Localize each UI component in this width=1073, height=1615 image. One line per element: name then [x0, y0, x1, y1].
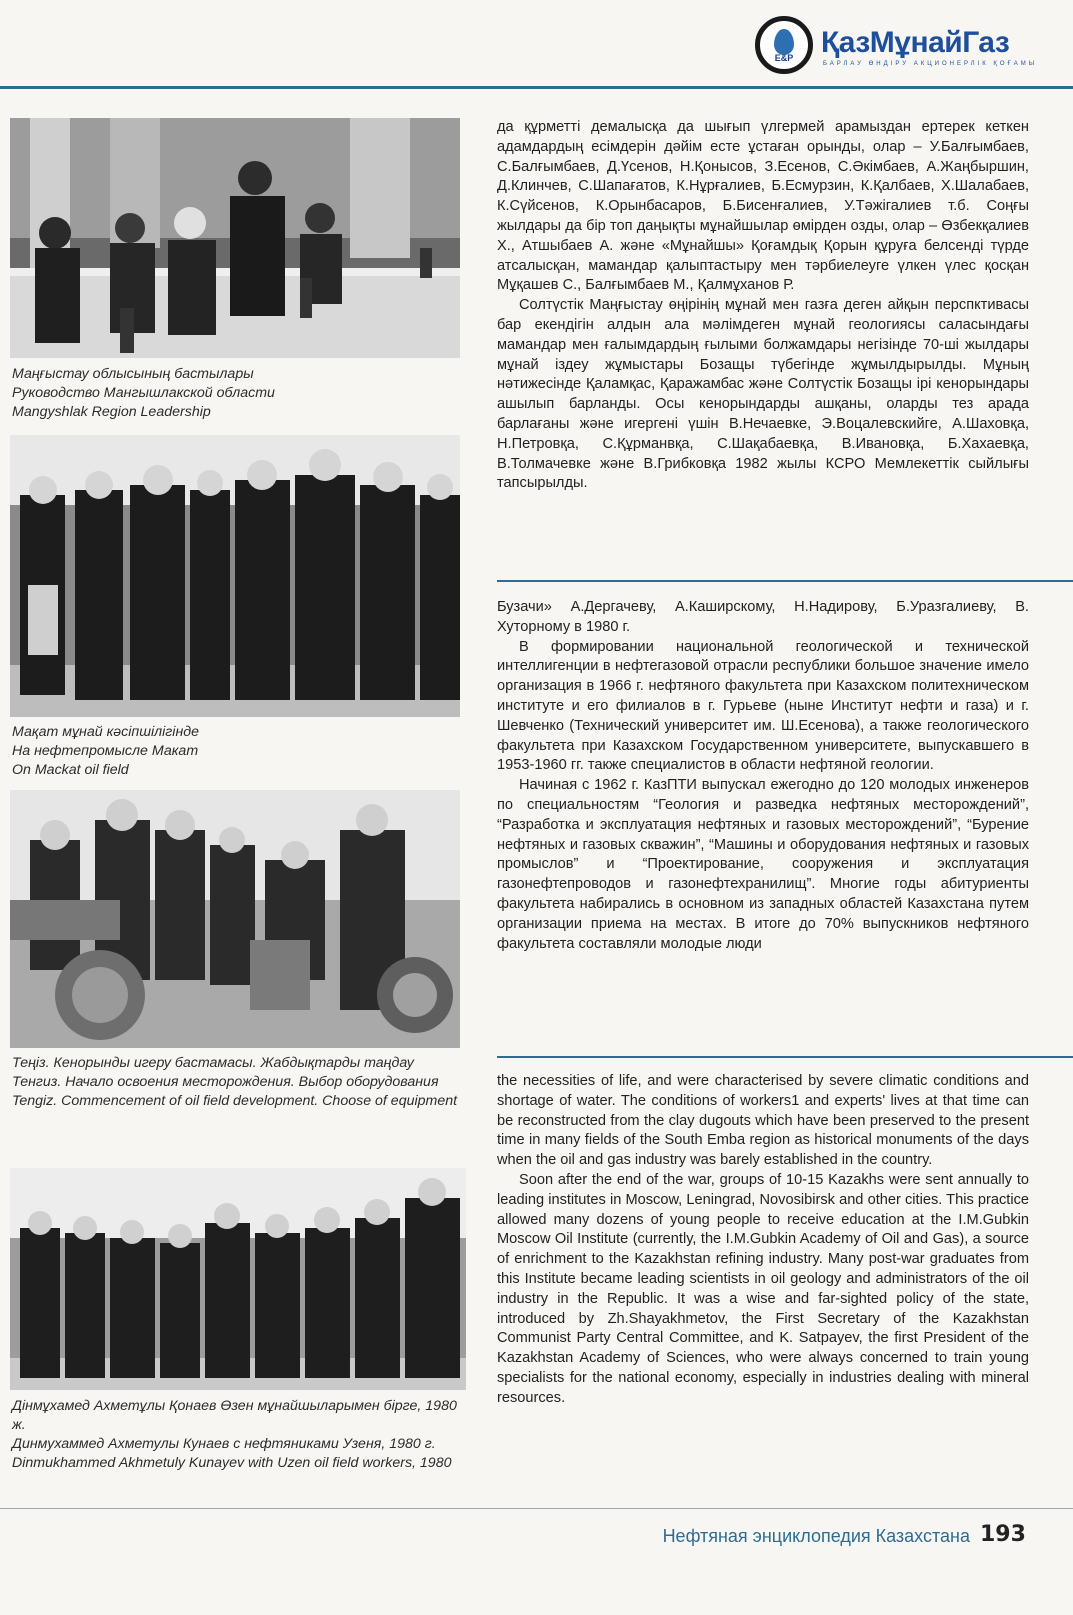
header-divider — [0, 86, 1073, 89]
kazakh-text-section — [497, 118, 1029, 494]
kz-paragraph-1: да құрметті демалысқа да шығып үлгермей арамыздан ертерек кеткен адамдардың есімдерін дәйім есте ұстаған орынды, олар – У.Балғымбаев, С.Балғымбаев, Д.Үсенов, Н.Қонысов, З.Есенов, С.Әкімбаев, А.Жаңбыршин, Д.Клинчев, С.Шапағатов, К.Нұрғалиев, Б.Есмурзин, К.Қалбаев, Х.Шалабаев, К.Сүйсенов, К.Орынбасаров, Б.Бисенғалиев, У.Тәжігалиев т.б. Соңғы жылдары да бір топ даңықты мұнайшылар өмірден озды, олар – Өзбекқалиев Х., Атшыбаев А. және «Мұнайшы» Қоғамдық Қорын құруға белсенді түрде атсалысқан, мамандар қалыптастыру мен тәрбиелеуге үлкен үлес қосқан Мұқашев С., Балғымбаев М., Қалмұханов Р. — [497, 119, 1029, 294]
section-divider-1 — [497, 580, 1073, 582]
photo-makat-oil-field — [10, 435, 460, 717]
section-divider-2 — [497, 1056, 1073, 1058]
photo-caption-1: Маңғыстау облысының бастылары Руководство Мангышлакской области Mangyshlak Region Leadership — [12, 366, 275, 420]
company-logo — [755, 16, 1055, 76]
photo-caption-4: Дінмұхамед Ахметұлы Қонаев Өзен мұнайшыларымен бірге, 1980 ж. Динмухаммед Ахметулы Кунаев с нефтяниками Узеня, 1980 г. Dinmukhammed Akhmetuly Kunayev with Uzen oil field workers, 1980 — [12, 1398, 457, 1471]
page-number: 193 — [980, 1522, 1026, 1547]
logo-wordmark: ҚазМұнайГаз — [821, 26, 1010, 59]
en-paragraph-1: the necessities of life, and were characterised by severe climatic conditions and shortage of water. The conditions of workers1 and experts' lives at that time can be reconstructed from the clay dugouts which have been preserved to the present time in many fields of the South Emba region as historical monuments of the days when the oil and gas industry was barely established in the country. — [497, 1073, 1029, 1169]
footer-divider — [0, 1508, 1073, 1509]
photo-caption-3: Теңіз. Кенорынды игеру бастамасы. Жабдықтарды таңдау Тенгиз. Начало освоения месторождения. Выбор оборудования Tengiz. Commencement of oil field development. Choose of equipment — [12, 1055, 458, 1109]
ru-paragraph-1: Бузачи» А.Дергачеву, А.Каширскому, Н.Надирову, Б.Уразгалиеву, В. Хуторному в 1980 г. — [497, 599, 1029, 635]
photo-regional-leadership — [10, 118, 460, 358]
publication-title: Нефтяная энциклопедия Казахстана — [662, 1526, 970, 1546]
ru-paragraph-3: Начиная с 1962 г. КазПТИ выпускал ежегодно до 120 молодых инженеров по специальностям “Геология и разведка нефтяных месторождений”, “Разработка и эксплуатация нефтяных и газовых месторождений”, “Бурение нефтяных и газовых скважин”, “Машины и оборудования нефтяных и газовых промыслов” и “Проектирование, сооружения и эксплуатация газонефтепроводов и газонефтехранилищ”. Многие годы абитуриенты факультета набирались в основном из западных областей Казахстана путем организации приема на местах. В итоге до 70% выпускников нефтяного факультета составляли молодые люди — [497, 777, 1029, 952]
photo-kunayev-uzen-workers — [10, 1168, 466, 1390]
russian-text-section — [497, 598, 1029, 954]
en-paragraph-2: Soon after the end of the war, groups of 10-15 Kazakhs were sent annually to leading institutes in Moscow, Leningrad, Novosibirsk and other cities. This practice allowed many dozens of young people to receive education at the I.M.Gubkin Moscow Oil Institute (currently, the I.M.Gubkin Academy of Oil and Gas), a source of enrichment to the Kazakhstan refining industry. Many post-war graduates from this Institute became leading scientists in oil geology and administrators of the oil industry in the Republic. It was a wise and far-sighted policy of the state, introduced by Zh.Shayakhmetov, the First Secretary of the Kazakhstan Communist Party Central Committee, and K. Satpayev, the first President of the Kazakhstan Academy of Sciences, who were always concerned to train young specialists for the national economy, especially in industries dealing with mineral resources. — [497, 1171, 1029, 1406]
photo-caption-2: Мақат мұнай кәсіпшілігінде На нефтепромысле Макат On Mackat oil field — [12, 724, 199, 778]
ru-paragraph-2: В формировании национальной геологической и технической интеллигенции в нефтегазовой отрасли республики большое значение имело организация в 1966 г. нефтяного факультета при Казахском политехническом институте и его филиалов в г. Гурьеве (ныне Институт нефти и газа) и г. Шевченко (Технический университет им. Ш.Есенова), а также геологического факультета при Казахском Государственном университете, выпускавшего в 1953-1960 гг. также специалистов в области нефтяной геологии. — [497, 638, 1029, 774]
kz-paragraph-2: Солтүстік Маңғыстау өңірінің мұнай мен газға деген айқын перспктивасы бар екендігін алдын ала мәлімдеген мұнай геологиясы саласындағы мамандар мен ғалымдардың ғылыми болжамдары негізінде 70-ші жылдары мұнай іздеу жұмыстары Бозащы түбегінде жұмылдырылды. Мұның нәтижесінде Қаламқас, Қаражамбас және Солтүстік Бозащы ірі кенорындары ашылып барланды. Осы кенорындарды ашқаны, оларды тез арада барлағаны және игергені үшін В.Нечаевке, Э.Воцалевскийге, А.Шаховқа, Н.Петровқа, С.Құрманвқа, С.Шақабаевқа, В.Ивановқа, Б.Хахаевқа, В.Толмачевке және В.Грибковқа 1982 жылы КСРО Мемлекеттік сыйлығы тапсырылды. — [497, 297, 1029, 492]
oil-drop-emblem-icon: E&P — [755, 16, 813, 74]
logo-subtitle: БАРЛАУ ӨНДІРУ АКЦИОНЕРЛІК ҚОҒАМЫ — [823, 61, 1038, 67]
english-text-section — [497, 1072, 1029, 1409]
photo-tengiz-equipment — [10, 790, 460, 1048]
